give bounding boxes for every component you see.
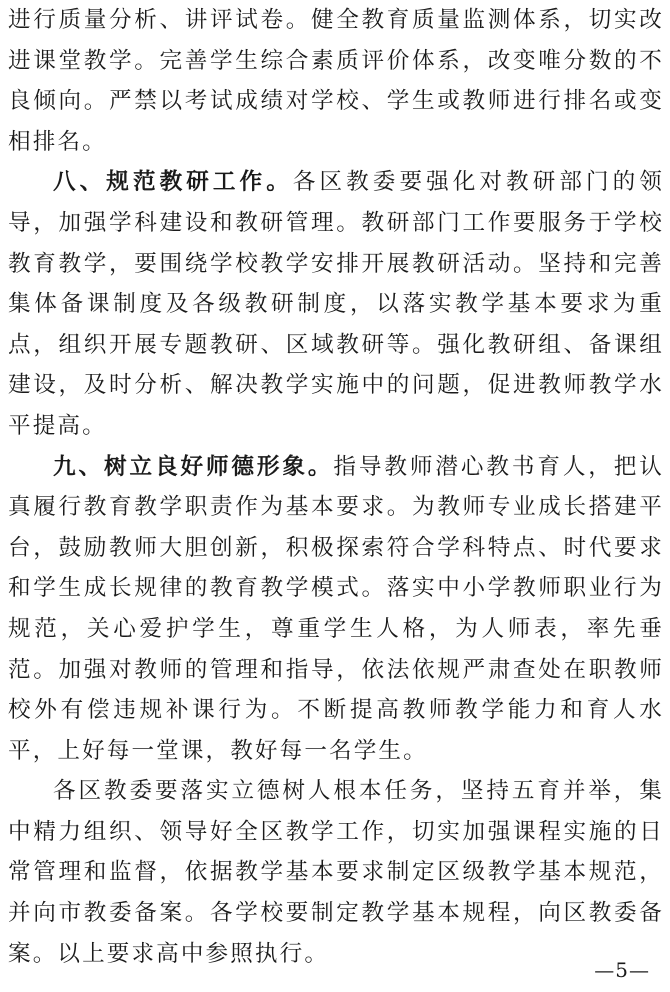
paragraph-text: 进行质量分析、讲评试卷。健全教育质量监测体系，切实改进课堂教学。完善学生综合素质评价体系，改变唯分数的不良倾向。严禁以考试成绩对学校、学生或教师进行排名或变相排名。: [8, 7, 664, 155]
section-heading: 九、树立良好师德形象。: [53, 453, 334, 480]
section-heading: 八、规范教研工作。: [53, 169, 293, 196]
paragraph-closing: [8, 771, 664, 974]
paragraph-section-9: [8, 447, 664, 772]
document-body: [8, 0, 664, 974]
paragraph-section-8: [8, 162, 664, 446]
paragraph-text: 各区教委要强化对教研部门的领导，加强学科建设和教研管理。教研部门工作要服务于学校教育教学，要围绕学校教学安排开展教研活动。坚持和完善集体备课制度及各级教研制度，以落实教学基本要求为重点，组织开展专题教研、区域教研等。强化教研组、备课组建设，及时分析、解决教学实施中的问题，促进教师教学水平提高。: [8, 169, 664, 439]
paragraph-text: 指导教师潜心教书育人，把认真履行教育教学职责作为基本要求。为教师专业成长搭建平台，鼓励教师大胆创新，积极探索符合学科特点、时代要求和学生成长规律的教育教学模式。落实中小学教师职业行为规范，关心爱护学生，尊重学生人格，为人师表，率先垂范。加强对教师的管理和指导，依法依规严肃查处在职教师校外有偿违规补课行为。不断提高教师教学能力和育人水平，上好每一堂课，教好每一名学生。: [8, 453, 664, 764]
page-number: —5—: [594, 958, 650, 982]
paragraph-text: 各区教委要落实立德树人根本任务，坚持五育并举，集中精力组织、领导好全区教学工作，切实加强课程实施的日常管理和监督，依据教学基本要求制定区级教学基本规范，并向市教委备案。各学校要制定教学基本规程，向区教委备案。以上要求高中参照执行。: [8, 778, 664, 967]
paragraph-continuation: [8, 0, 664, 162]
